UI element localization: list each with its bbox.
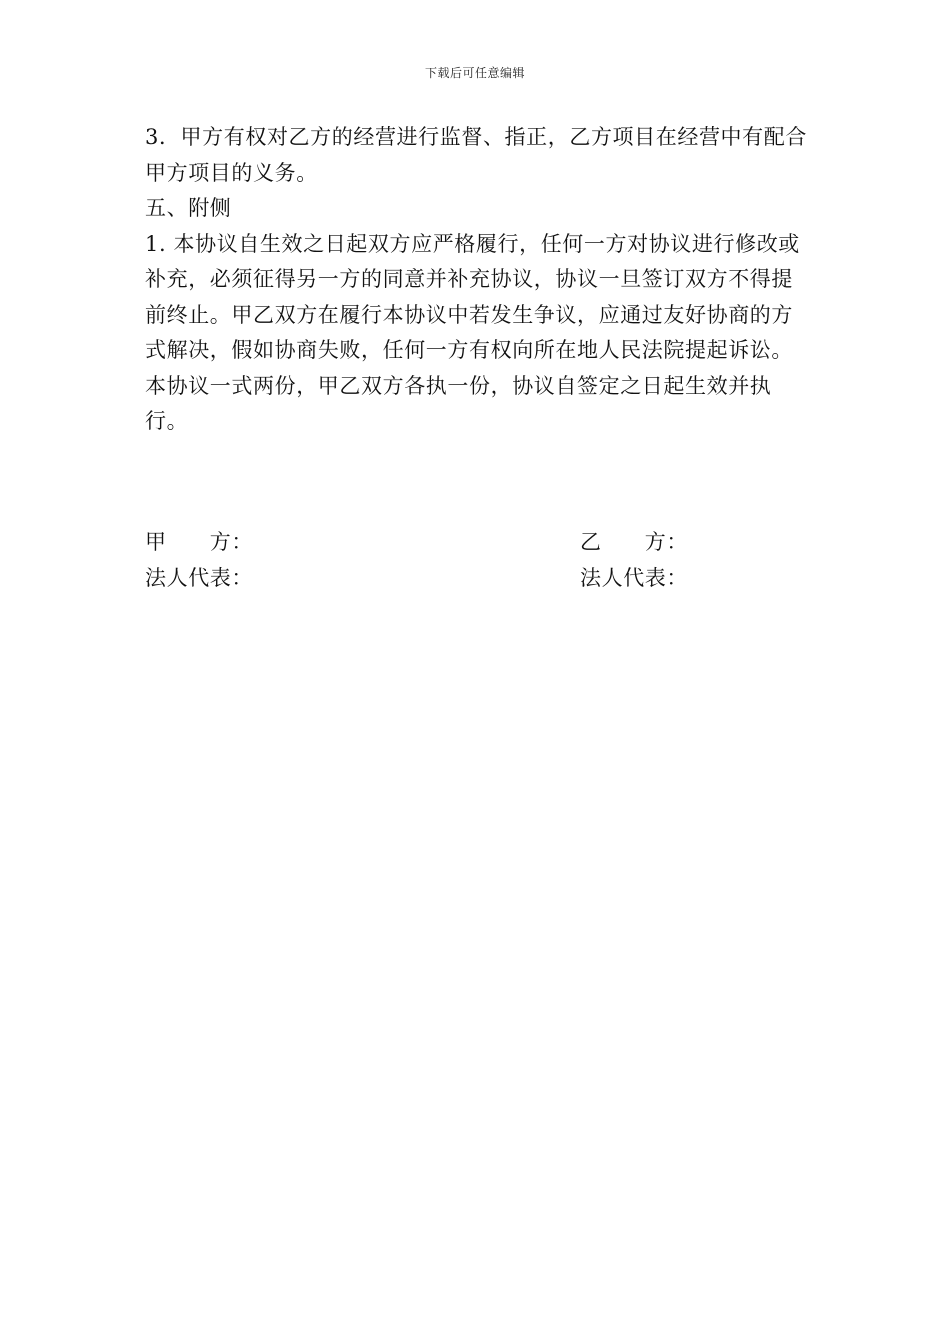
party-a-representative-label: 法人代表： <box>145 566 253 590</box>
copies-clause-paragraph: 本协议一式两份，甲乙双方各执一份，协议自签定之日起生效并执行。 <box>145 373 772 433</box>
section-heading-appendix: 五、附侧 <box>145 196 232 220</box>
party-b-signature-block <box>580 524 688 596</box>
clause-3-paragraph: 3．甲方有权对乙方的经营进行监督、指正，乙方项目在经营中有配合甲方项目的义务。 <box>145 125 807 185</box>
document-body <box>145 120 810 440</box>
party-a-label: 甲 方： <box>145 530 253 554</box>
party-b-label: 乙 方： <box>580 530 688 554</box>
page-header: 下载后可任意编辑 <box>424 66 525 80</box>
party-b-representative-label: 法人代表： <box>580 566 688 590</box>
appendix-clause-1-paragraph: 1. 本协议自生效之日起双方应严格履行，任何一方对协议进行修改或补充，必须征得另一方的同意并补充协议，协议一旦签订双方不得提前终止。甲乙双方在履行本协议中若发生争议，应通过友好协商的方式解决，假如协商失败，任何一方有权向所在地人民法院提起诉讼。 <box>145 231 800 362</box>
party-a-signature-block <box>145 524 253 596</box>
